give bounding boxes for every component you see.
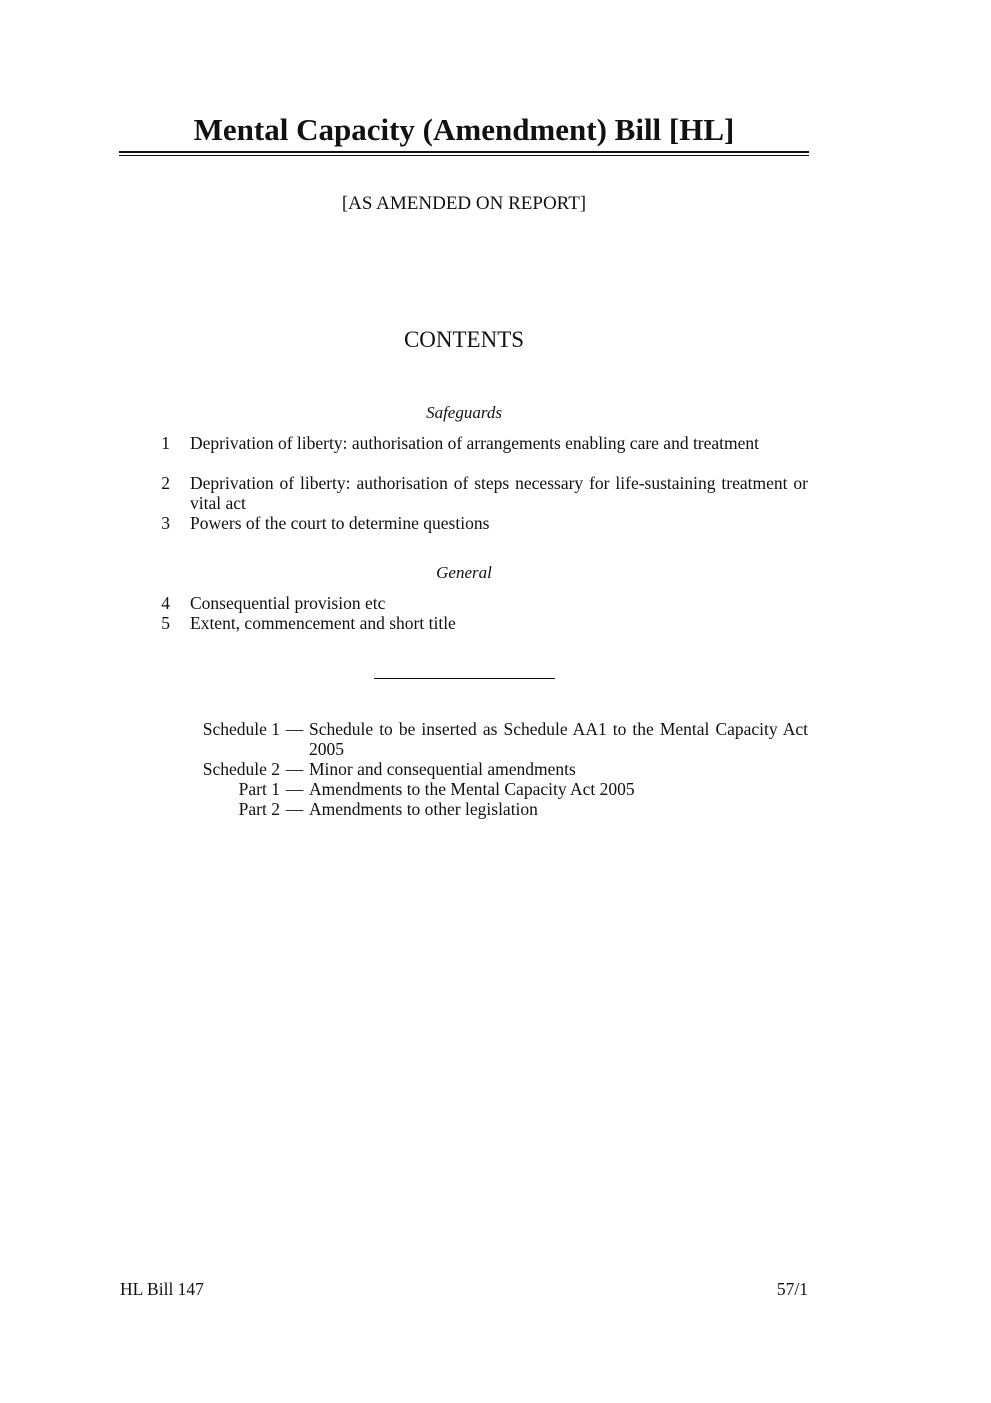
- contents-item[interactable]: [140, 513, 808, 533]
- schedule-label: Schedule 1: [202, 719, 280, 739]
- item-number: 2: [161, 473, 170, 493]
- item-number: 1: [161, 433, 170, 453]
- schedule-part-item[interactable]: [150, 799, 808, 819]
- item-text: Deprivation of liberty: authorisation of steps necessary for life-sustaining treatment or vital act: [190, 473, 808, 513]
- schedule-dash: —: [285, 719, 304, 739]
- item-text: Extent, commencement and short title: [190, 613, 456, 633]
- schedule-dash: —: [285, 799, 304, 819]
- contents-heading: CONTENTS: [403, 327, 525, 352]
- part-label: Part 1: [238, 779, 280, 799]
- part-label: Part 2: [238, 799, 280, 819]
- contents-item[interactable]: [140, 613, 808, 633]
- schedule-dash: —: [285, 779, 304, 799]
- section-divider: [374, 678, 555, 679]
- part-text: Amendments to other legislation: [309, 799, 538, 819]
- schedule-text: Schedule to be inserted as Schedule AA1 to the Mental Capacity Act 2005: [309, 719, 808, 759]
- section-heading-general: General: [436, 563, 492, 582]
- item-text: Consequential provision etc: [190, 593, 386, 613]
- contents-item[interactable]: [140, 593, 808, 613]
- item-text: Deprivation of liberty: authorisation of arrangements enabling care and treatment: [190, 433, 760, 453]
- print-reference: 57/1: [776, 1279, 808, 1299]
- schedule-item[interactable]: [150, 719, 808, 759]
- part-text: Amendments to the Mental Capacity Act 2005: [309, 779, 635, 799]
- bill-status: [AS AMENDED ON REPORT]: [341, 193, 587, 214]
- contents-item[interactable]: [140, 433, 808, 453]
- item-number: 4: [161, 593, 170, 613]
- schedule-text: Minor and consequential amendments: [309, 759, 576, 779]
- title-rule-top: [119, 151, 809, 153]
- schedule-item[interactable]: [150, 759, 808, 779]
- bill-number: HL Bill 147: [120, 1279, 204, 1299]
- bill-title: Mental Capacity (Amendment) Bill [HL]: [193, 112, 735, 147]
- item-text: Powers of the court to determine questions: [190, 513, 490, 533]
- schedule-dash: —: [285, 759, 304, 779]
- item-number: 5: [161, 613, 170, 633]
- item-number: 3: [161, 513, 170, 533]
- schedule-part-item[interactable]: [150, 779, 808, 799]
- contents-item[interactable]: [140, 473, 808, 513]
- section-heading-safeguards: Safeguards: [426, 403, 502, 422]
- title-rule-bottom: [119, 155, 809, 156]
- schedule-label: Schedule 2: [202, 759, 280, 779]
